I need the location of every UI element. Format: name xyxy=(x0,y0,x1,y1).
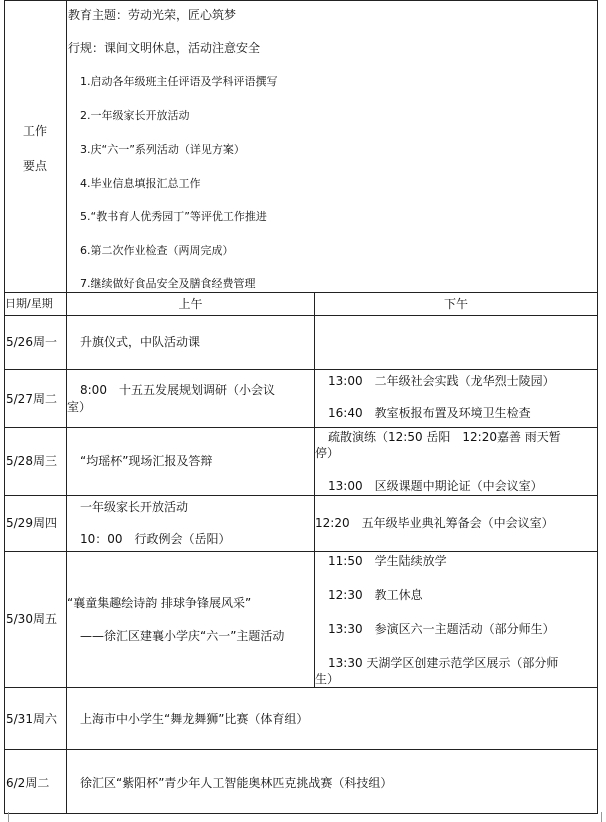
work-point-item: 4.毕业信息填报汇总工作 xyxy=(80,177,201,190)
am-event: 10：00 行政例会（岳阳） xyxy=(80,532,231,546)
pm-event: 13:30 天湖学区创建示范学区展示（部分师 xyxy=(328,656,559,670)
row-date: 6/2周二 xyxy=(6,776,50,790)
work-point-item: 3.庆“六一”系列活动（详见方案） xyxy=(80,143,245,156)
am-event-continued: 室） xyxy=(67,400,92,414)
row-date: 5/27周二 xyxy=(6,392,57,406)
pm-event-continued: 停） xyxy=(315,446,340,460)
page-corner-mark xyxy=(601,812,602,822)
row-divider xyxy=(4,749,598,750)
am-event: 升旗仪式，中队活动课 xyxy=(80,335,201,349)
row-date: 5/31周六 xyxy=(6,712,57,726)
full-day-event: 上海市中小学生“舞龙舞狮”比赛（体育组） xyxy=(80,712,309,726)
am-event: 一年级家长开放活动 xyxy=(80,500,189,514)
row-date: 5/26周一 xyxy=(6,335,57,349)
pm-event: 16:40 教室板报布置及环境卫生检查 xyxy=(328,406,531,420)
work-points-label-line1: 工作 xyxy=(23,124,48,138)
pm-event: 12:30 教工休息 xyxy=(328,588,423,602)
conduct-rule: 行规：课间文明休息，活动注意安全 xyxy=(68,41,261,55)
work-point-item: 7.继续做好食品安全及膳食经费管理 xyxy=(80,277,256,290)
work-point-item: 6.第二次作业检查（两周完成） xyxy=(80,244,234,257)
pm-event: 13:00 区级课题中期论证（中会议室） xyxy=(328,479,543,493)
work-point-item: 1.启动各年级班主任评语及学科评语撰写 xyxy=(80,75,278,88)
row-divider xyxy=(4,687,598,688)
education-theme: 教育主题：劳动光荣，匠心筑梦 xyxy=(68,8,237,22)
row-date: 5/28周三 xyxy=(6,454,57,468)
header-pm: 下午 xyxy=(443,297,468,311)
row-divider xyxy=(4,292,598,293)
work-points-label-line2: 要点 xyxy=(23,159,48,173)
page-corner-mark xyxy=(8,812,9,822)
work-point-item: 5.“教书育人优秀园丁”等评优工作推进 xyxy=(80,210,267,223)
row-divider xyxy=(4,369,598,370)
pm-event: 11:50 学生陆续放学 xyxy=(328,554,447,568)
pm-event: 12:20 五年级毕业典礼筹备会（中会议室） xyxy=(315,516,554,530)
pm-event: 13:30 参演区六一主题活动（部分师生） xyxy=(328,622,555,636)
header-date: 日期/星期 xyxy=(5,297,53,310)
row-date: 5/30周五 xyxy=(6,612,57,626)
row-divider xyxy=(4,495,598,496)
am-pm-column-divider xyxy=(314,292,315,688)
row-divider xyxy=(4,427,598,428)
pm-event-continued: 生） xyxy=(315,672,340,686)
table-border-left xyxy=(4,0,5,814)
table-border-right xyxy=(597,0,598,814)
work-point-item: 2.一年级家长开放活动 xyxy=(80,109,190,122)
row-divider xyxy=(4,315,598,316)
row-divider xyxy=(4,551,598,552)
table-border-top xyxy=(4,0,598,1)
row-date: 5/29周四 xyxy=(6,516,57,530)
am-event-subtitle: ——徐汇区建襄小学庆“六一”主题活动 xyxy=(80,629,285,643)
am-event-title: “襄童集趣绘诗韵 排球争锋展风采” xyxy=(67,596,252,610)
table-border-bottom xyxy=(4,813,598,814)
full-day-event: 徐汇区“紫阳杯”青少年人工智能奥林匹克挑战赛（科技组） xyxy=(80,776,393,790)
pm-event: 疏散演练（12:50 岳阳 12:20嘉善 雨天暂 xyxy=(328,430,561,444)
am-event: 8:00 十五五发展规划调研（小会议 xyxy=(80,383,275,397)
am-event: “均瑶杯”现场汇报及答辩 xyxy=(80,454,213,468)
pm-event: 13:00 二年级社会实践（龙华烈士陵园） xyxy=(328,374,555,388)
header-am: 上午 xyxy=(178,297,203,311)
